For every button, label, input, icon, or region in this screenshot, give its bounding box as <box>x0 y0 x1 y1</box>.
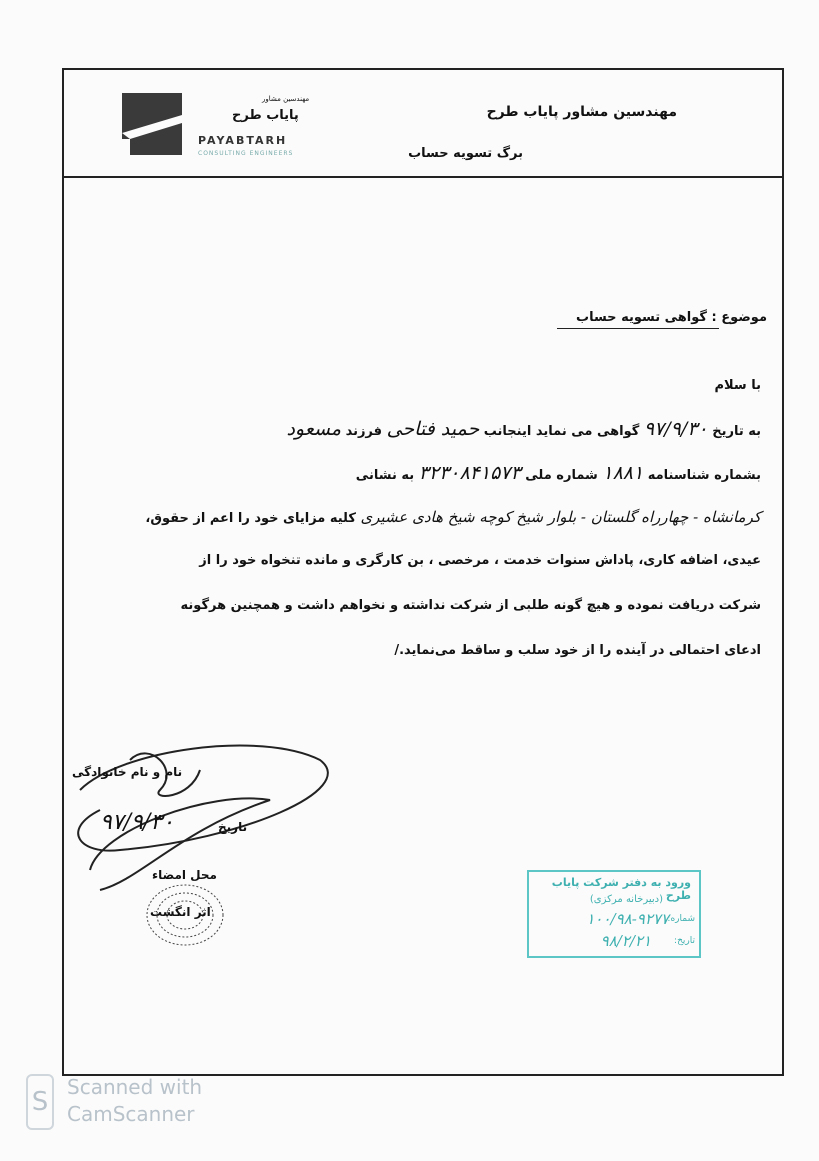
subject-underline <box>557 328 719 329</box>
line2-prefix: بشماره شناسنامه <box>647 468 761 483</box>
line2-mid: شماره ملی <box>525 468 598 483</box>
company-logo <box>122 93 182 155</box>
letter-line-2 <box>356 462 761 484</box>
logo-mark-icon <box>122 93 182 155</box>
watermark-line-1: Scanned with <box>67 1075 203 1099</box>
handwritten-id-number: ۱۸۸۱ <box>602 462 644 484</box>
company-title: مهندسین مشاور پایاب طرح <box>486 104 677 120</box>
logo-subtitle-fa: مهندسین مشاور <box>262 95 310 103</box>
stamp-number: ۱۰۰/۹۸-۹۲۷۷ <box>586 910 669 928</box>
handwritten-date: ۹۷/۹/۳۰ <box>643 418 708 440</box>
letter-line-5: شرکت دریافت نموده و هیچ گونه طلبی از شرکت نداشته و نخواهم داشت و همچنین هرگونه <box>180 598 761 613</box>
line1-mid: گواهی می نماید اینجانب <box>483 424 640 439</box>
signature-name-label: نام و نام خانوادگی <box>72 765 183 779</box>
letter-line-6: ادعای احتمالی در آینده را از خود سلب و ساقط می‌نماید./ <box>394 643 761 658</box>
signature-place-label: محل امضاء <box>152 868 217 882</box>
handwritten-national-id: ۳۲۳۰۸۴۱۵۷۳ <box>418 462 521 484</box>
logo-subtitle-en: CONSULTING ENGINEERS <box>198 150 294 157</box>
letter-greeting: با سلام <box>714 378 761 393</box>
signature-date-label: تاریخ <box>218 820 248 834</box>
handwritten-address: کرمانشاه - چهارراه گلستان - بلوار شیخ کوچه شیخ هادی عشیری <box>360 508 761 526</box>
handwritten-father-name: مسعود <box>286 418 342 440</box>
letter-line-3 <box>145 508 761 526</box>
stamp-date-label: تاریخ: <box>674 936 695 946</box>
form-title: برگ تسویه حساب <box>408 146 523 161</box>
camscanner-logo-icon: S <box>26 1074 54 1130</box>
letter-line-1 <box>286 418 761 440</box>
stamp-date: ۹۸/۲/۲۱ <box>600 932 651 950</box>
stamp-line-2: (دبیرخانه مرکزی) <box>589 894 663 905</box>
logo-name-en: PAYABTARH <box>198 134 288 147</box>
line2-suffix: به نشانی <box>355 468 415 483</box>
handwritten-name: حمید فتاحی <box>386 418 480 440</box>
header-divider <box>62 176 784 178</box>
line1-prefix: به تاریخ <box>712 424 761 439</box>
letter-line-4: عیدی، اضافه کاری، پاداش سنوات خدمت ، مرخصی ، بن کارگری و مانده تنخواه خود را از <box>199 553 761 568</box>
letter-subject: موضوع : گواهی تسویه حساب <box>576 310 767 325</box>
received-stamp <box>527 870 701 958</box>
line3-suffix: کلیه مزایای خود را اعم از حقوق، <box>145 511 356 526</box>
watermark-line-2: CamScanner <box>67 1102 195 1126</box>
stamp-number-label: شماره: <box>667 914 695 924</box>
fingerprint-label: اثر انگشت <box>150 905 211 919</box>
stamp-line-1: ورود به دفتر شرکت پایاب طرح <box>551 876 691 902</box>
logo-name-fa: پایاب طرح <box>232 108 299 123</box>
line1-mid2: فرزند <box>345 424 383 439</box>
signature-date-value: ۹۷/۹/۳۰ <box>100 810 174 835</box>
